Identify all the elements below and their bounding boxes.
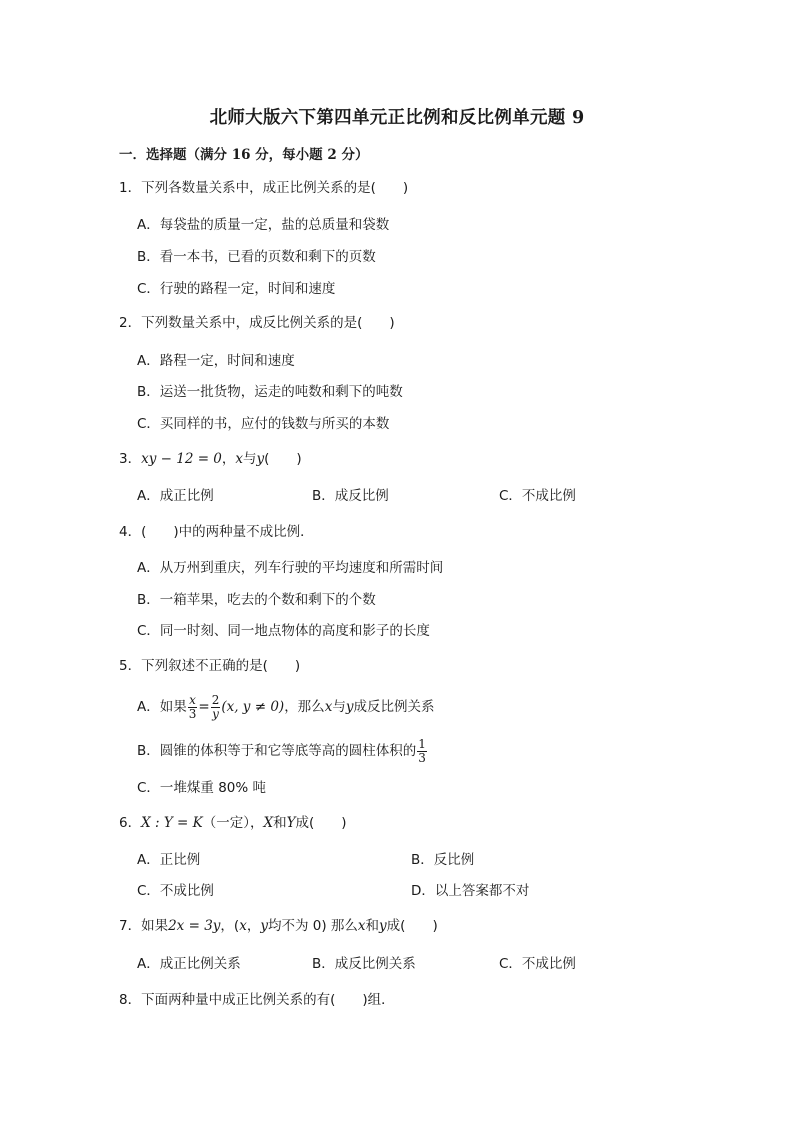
question-6-var-y: Y bbox=[286, 815, 296, 831]
question-3-var-y: y bbox=[256, 451, 265, 467]
equals-sign: = bbox=[198, 699, 210, 715]
question-6-suffix: 成( ) bbox=[295, 815, 347, 831]
question-2-option-b: B．运送一批货物，运走的吨数和剩下的吨数 bbox=[137, 384, 403, 400]
question-7-option-a: A．成正比例关系 bbox=[137, 956, 241, 972]
question-7-var-x: x bbox=[239, 918, 247, 934]
document-title: 北师大版六下第四单元正比例和反比例单元题 9 bbox=[209, 108, 585, 128]
question-7-suffix-1: 均不为 0) 那么 bbox=[267, 918, 358, 934]
question-4: 4．( )中的两种量不成比例． bbox=[119, 524, 314, 540]
question-6-prefix: 6． bbox=[119, 815, 142, 831]
question-4-option-c: C．同一时刻、同一地点物体的高度和影子的长度 bbox=[137, 623, 430, 639]
section-heading: 一．选择题（满分 16 分，每小题 2 分） bbox=[119, 147, 369, 163]
condition: (x, y ≠ 0) bbox=[221, 699, 285, 715]
question-6 bbox=[119, 813, 347, 833]
question-2-option-a: A．路程一定，时间和速度 bbox=[137, 353, 295, 369]
question-3-expression: xy − 12 = 0 bbox=[141, 451, 222, 467]
question-7-var-y-2: y bbox=[379, 918, 387, 934]
question-3-separator: ， bbox=[221, 451, 236, 467]
question-4-option-a: A．从万州到重庆，列车行驶的平均速度和所需时间 bbox=[137, 560, 444, 576]
question-7-option-c: C．不成比例 bbox=[499, 956, 576, 972]
question-7-join: ， bbox=[246, 918, 261, 934]
question-3-var-x: x bbox=[235, 451, 244, 467]
var-x: x bbox=[324, 699, 333, 715]
question-5: 5．下列叙述不正确的是( ) bbox=[119, 658, 301, 674]
question-7-expression: 2x = 3y bbox=[168, 918, 221, 934]
question-1-option-a: A．每袋盐的质量一定，盐的总质量和袋数 bbox=[137, 217, 390, 233]
question-6-mid: （一定）， bbox=[202, 815, 264, 831]
question-5-option-b bbox=[137, 734, 428, 768]
question-6-var-x: X bbox=[263, 815, 274, 831]
question-5-option-a-prefix: A．如果 bbox=[137, 699, 187, 715]
question-3-option-c: C．不成比例 bbox=[499, 488, 576, 504]
question-3-join: 与 bbox=[243, 451, 257, 467]
question-6-join: 和 bbox=[273, 815, 287, 831]
question-7-option-b: B．成反比例关系 bbox=[312, 956, 416, 972]
question-3-option-b: B．成反比例 bbox=[312, 488, 389, 504]
question-6-option-c: C．不成比例 bbox=[137, 883, 214, 899]
question-3-option-a: A．成正比例 bbox=[137, 488, 214, 504]
question-7-mid: ，( bbox=[220, 918, 240, 934]
question-2: 2．下列数量关系中，成反比例关系的是( ) bbox=[119, 315, 395, 331]
question-7-var-x-2: x bbox=[357, 918, 366, 934]
fraction-2-over-y bbox=[211, 694, 221, 721]
question-7-prefix: 7．如果 bbox=[119, 918, 169, 934]
question-1-option-c: C．行驶的路程一定，时间和速度 bbox=[137, 281, 336, 297]
question-5-option-b-text: B．圆锥的体积等于和它等底等高的圆柱体积的 bbox=[137, 743, 417, 759]
fraction-numerator: 1 bbox=[418, 736, 426, 751]
question-1: 1．下列各数量关系中，成正比例关系的是( ) bbox=[119, 180, 409, 196]
text: 成反比例关系 bbox=[353, 699, 435, 715]
question-8: 8．下面两种量中成正比例关系的有( )组． bbox=[119, 992, 395, 1008]
question-7 bbox=[119, 916, 438, 936]
question-3-suffix: ( ) bbox=[264, 451, 302, 467]
fraction-1-over-3 bbox=[417, 738, 427, 765]
question-1-option-b: B．看一本书，已看的页数和剩下的页数 bbox=[137, 249, 376, 265]
question-5-option-c: C．一堆煤重 80% 吨 bbox=[137, 780, 267, 796]
question-6-option-d: D．以上答案都不对 bbox=[411, 883, 530, 899]
fraction-denominator: y bbox=[212, 706, 219, 721]
fraction-denominator: 3 bbox=[188, 706, 197, 721]
var-y: y bbox=[345, 699, 354, 715]
question-6-option-b: B．反比例 bbox=[411, 852, 475, 868]
text: ，那么 bbox=[284, 699, 325, 715]
question-3 bbox=[119, 449, 302, 469]
question-6-option-a: A．正比例 bbox=[137, 852, 201, 868]
question-7-suffix-2: 成( ) bbox=[386, 918, 438, 934]
question-3-prefix: 3． bbox=[119, 451, 142, 467]
question-5-option-a bbox=[137, 690, 434, 724]
question-2-option-c: C．买同样的书，应付的钱数与所买的本数 bbox=[137, 416, 390, 432]
fraction-numerator: x bbox=[189, 692, 196, 707]
question-4-option-b: B．一箱苹果，吃去的个数和剩下的个数 bbox=[137, 592, 376, 608]
question-6-expression: X : Y = K bbox=[141, 815, 203, 831]
fraction-numerator: 2 bbox=[211, 692, 220, 707]
fraction-denominator: 3 bbox=[418, 750, 426, 765]
fraction-x-over-3 bbox=[188, 694, 198, 721]
question-7-var-y: y bbox=[260, 918, 268, 934]
text: 与 bbox=[332, 699, 346, 715]
question-7-join-2: 和 bbox=[365, 918, 380, 934]
